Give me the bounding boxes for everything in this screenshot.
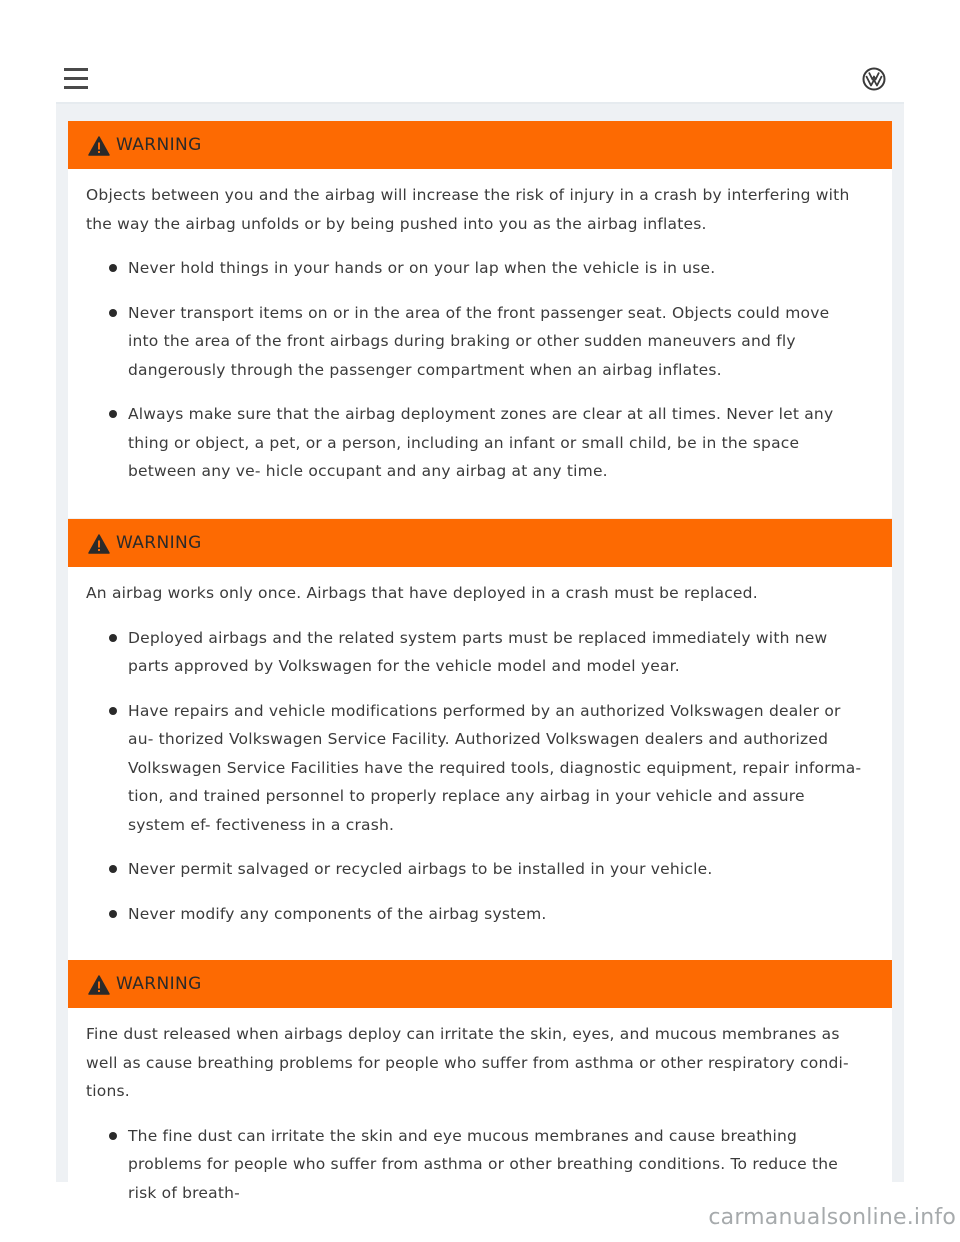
warning-title: WARNING: [116, 974, 202, 994]
warning-title: WARNING: [116, 533, 202, 553]
warning-list: [86, 254, 862, 486]
watermark: carmanualsonline.info: [708, 1205, 956, 1230]
warning-title: WARNING: [116, 135, 202, 155]
warning-list: [86, 1122, 862, 1208]
list-item: Have repairs and vehicle modifications performed by an authorized Volkswagen dealer or au- thorized Volkswagen Service Facility. Authorized Volkswagen dealers and authorized Volkswagen Service Facilities have the required tools, diagnostic equipment, repair informa- tion, and trained personnel to properly replace any airbag in your vehicle and assure system ef- fectiveness in a crash.: [86, 697, 862, 840]
top-bar: [0, 0, 960, 104]
warning-intro: Objects between you and the airbag will increase the risk of injury in a crash by interfering with the way the airbag unfolds or by being pushed into you as the airbag inflates.: [86, 186, 850, 233]
warning-intro: Fine dust released when airbags deploy can irritate the skin, eyes, and mucous membranes as well as cause breathing problems for people who suffer from asthma or other respiratory condi- tions.: [86, 1025, 849, 1100]
warning-header: [68, 121, 892, 169]
warning-header: [68, 519, 892, 567]
warning-list: [86, 624, 862, 929]
warning-triangle-icon: [88, 534, 110, 554]
list-item: Never hold things in your hands or on your lap when the vehicle is in use.: [86, 254, 862, 283]
list-item: Deployed airbags and the related system parts must be replaced immediately with new parts approved by Volkswagen for the vehicle model and model year.: [86, 624, 862, 681]
volkswagen-logo[interactable]: [862, 67, 886, 91]
warning-body: [68, 169, 892, 518]
list-item: Never permit salvaged or recycled airbags to be installed in your vehicle.: [86, 855, 862, 884]
list-item: The fine dust can irritate the skin and eye mucous membranes and cause breathing problems for people who suffer from asthma or other breathing conditions. To reduce the risk of breath-: [86, 1122, 862, 1208]
list-item: Never transport items on or in the area of the front passenger seat. Objects could move into the area of the front airbags during braking or other sudden maneuvers and fly dangerously through the passenger compartment when an airbag inflates.: [86, 299, 862, 385]
hamburger-menu-icon[interactable]: [64, 68, 88, 90]
list-item: Always make sure that the airbag deployment zones are clear at all times. Never let any thing or object, a pet, or a person, including an infant or small child, be in the space between any ve- hicle occupant and any airbag at any time.: [86, 400, 862, 486]
warning-card-1: [68, 121, 892, 518]
list-item: Never modify any components of the airbag system.: [86, 900, 862, 929]
content-area: [56, 104, 904, 1202]
warning-card-3: [68, 960, 892, 1220]
warning-header: [68, 960, 892, 1008]
warning-intro: An airbag works only once. Airbags that have deployed in a crash must be replaced.: [86, 584, 758, 602]
warning-triangle-icon: [88, 975, 110, 995]
warning-triangle-icon: [88, 136, 110, 156]
warning-body: [68, 567, 892, 960]
warning-card-2: [68, 519, 892, 960]
